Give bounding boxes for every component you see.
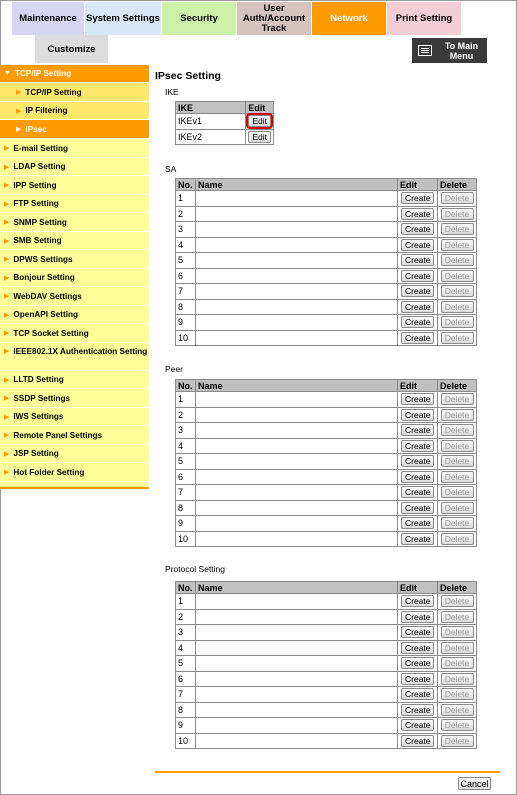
triangle-right-icon: ▶ (4, 293, 10, 300)
sidebar-item-iws-settings[interactable] (0, 408, 149, 426)
row-name (196, 687, 398, 703)
header-delete: Delete (438, 179, 477, 191)
triangle-right-icon: ▶ (4, 219, 10, 226)
create-button[interactable]: Create (401, 595, 434, 607)
triangle-right-icon: ▶ (4, 145, 10, 152)
row-number: 5 (176, 253, 196, 269)
sidebar-item-label: IEEE802.1X Authentication Setting (13, 347, 148, 356)
create-button[interactable]: Create (401, 486, 434, 498)
table-row (176, 222, 477, 238)
sidebar-item-ftp-setting[interactable] (0, 195, 149, 213)
table-row (176, 315, 477, 331)
ike-table (175, 101, 274, 145)
cancel-button[interactable]: Cancel (458, 777, 491, 790)
tab-print-setting[interactable]: Print Setting (387, 2, 462, 35)
delete-button[interactable]: Delete (441, 254, 474, 266)
triangle-right-icon: ▶ (4, 237, 10, 245)
header-no: No. (176, 179, 196, 191)
delete-button[interactable]: Delete (441, 517, 474, 529)
create-button[interactable]: Create (401, 440, 434, 452)
row-number: 9 (176, 516, 196, 532)
create-button[interactable]: Create (401, 192, 434, 204)
create-button[interactable]: Create (401, 455, 434, 467)
delete-button[interactable]: Delete (441, 316, 474, 328)
delete-button[interactable]: Delete (441, 673, 474, 685)
create-button[interactable]: Create (401, 270, 434, 282)
tab-network[interactable]: Network (312, 2, 387, 35)
row-number: 9 (176, 315, 196, 331)
table-row (176, 656, 477, 672)
create-button[interactable]: Create (401, 673, 434, 685)
sa-section-label: SA (165, 164, 177, 174)
delete-button[interactable]: Delete (441, 409, 474, 421)
tab-maintenance[interactable]: Maintenance (12, 2, 85, 35)
table-row (176, 516, 477, 532)
row-name (196, 330, 398, 346)
table-row (176, 284, 477, 300)
row-number: 1 (176, 594, 196, 610)
table-row (176, 531, 477, 547)
header-name: Name (196, 380, 398, 392)
table-row (176, 733, 477, 749)
sidebar (0, 65, 149, 489)
ike-name: IKEv2 (176, 129, 246, 145)
row-number: 2 (176, 206, 196, 222)
row-number: 7 (176, 284, 196, 300)
create-button[interactable]: Create (401, 533, 434, 545)
row-name (196, 609, 398, 625)
tab-system-settings[interactable]: System Settings (85, 2, 162, 35)
sidebar-item-label: LDAP Setting (13, 162, 66, 171)
table-row (176, 268, 477, 284)
ike-name: IKEv1 (176, 114, 246, 130)
row-number: 2 (176, 609, 196, 625)
create-button[interactable]: Create (401, 332, 434, 344)
sidebar-item-remote-panel-settings[interactable] (0, 426, 149, 445)
sidebar-item-hot-folder-setting[interactable] (0, 463, 149, 482)
row-number: 2 (176, 407, 196, 423)
delete-button[interactable]: Delete (441, 301, 474, 313)
create-button[interactable]: Create (401, 642, 434, 654)
row-name (196, 469, 398, 485)
header-no: No. (176, 582, 196, 594)
tab-user-auth-account-track[interactable]: User Auth/Account Track (237, 2, 312, 35)
table-row (176, 438, 477, 454)
create-button[interactable]: Create (401, 208, 434, 220)
delete-button[interactable]: Delete (441, 704, 474, 716)
create-button[interactable]: Create (401, 735, 434, 747)
sa-table (175, 178, 477, 346)
header-delete: Delete (438, 380, 477, 392)
ike-section-label: IKE (165, 87, 179, 97)
to-main-menu-label: To Main Menu (444, 40, 479, 61)
sidebar-subitem-ipsec[interactable] (0, 120, 149, 139)
sidebar-item-label: LLTD Setting (13, 375, 64, 384)
table-row (176, 253, 477, 269)
sidebar-item-tcpip-setting[interactable] (0, 65, 149, 83)
table-row (176, 718, 477, 734)
row-name (196, 702, 398, 718)
create-button[interactable]: Create (401, 316, 434, 328)
sidebar-item-label: IP Filtering (25, 106, 68, 115)
ikev1-edit-button[interactable]: Edit (248, 115, 271, 127)
sidebar-item-label: JSP Setting (13, 449, 59, 458)
delete-button[interactable]: Delete (441, 471, 474, 483)
row-number: 6 (176, 671, 196, 687)
header-delete: Delete (438, 582, 477, 594)
table-row (176, 687, 477, 703)
create-button[interactable]: Create (401, 657, 434, 669)
sidebar-item-label: OpenAPI Setting (13, 310, 78, 319)
row-name (196, 268, 398, 284)
table-row (176, 625, 477, 641)
sidebar-item-label: E-mail Setting (13, 143, 68, 153)
row-name (196, 392, 398, 408)
table-row (176, 485, 477, 501)
sidebar-item-email-setting[interactable] (0, 139, 149, 158)
triangle-right-icon: ▶ (4, 274, 10, 282)
create-button[interactable]: Create (401, 393, 434, 405)
table-row (176, 191, 477, 207)
triangle-right-icon: ▶ (4, 413, 10, 421)
row-number: 3 (176, 625, 196, 641)
sidebar-item-label: IWS Settings (13, 412, 64, 421)
triangle-right-icon: ▶ (4, 163, 10, 171)
row-name (196, 407, 398, 423)
table-row (176, 392, 477, 408)
row-name (196, 206, 398, 222)
row-name (196, 284, 398, 300)
menu-list-icon (418, 45, 432, 56)
row-number: 8 (176, 500, 196, 516)
row-number: 8 (176, 299, 196, 315)
sidebar-item-ieee8021x-authentication-setting[interactable] (0, 343, 149, 371)
delete-button[interactable]: Delete (441, 393, 474, 405)
row-number: 4 (176, 438, 196, 454)
sidebar-item-tcp-socket-setting[interactable] (0, 324, 149, 343)
row-name (196, 438, 398, 454)
delete-button[interactable]: Delete (441, 735, 474, 747)
table-row (176, 702, 477, 718)
sidebar-item-smb-setting[interactable] (0, 232, 149, 250)
triangle-right-icon: ▶ (4, 182, 10, 189)
triangle-right-icon: ▶ (4, 256, 10, 263)
create-button[interactable]: Create (401, 502, 434, 514)
header-edit: Edit (398, 582, 438, 594)
header-edit: Edit (398, 179, 438, 191)
delete-button[interactable]: Delete (441, 657, 474, 669)
delete-button[interactable]: Delete (441, 223, 474, 235)
create-button[interactable]: Create (401, 409, 434, 421)
row-name (196, 671, 398, 687)
triangle-right-icon: ▶ (16, 89, 22, 96)
row-number: 6 (176, 469, 196, 485)
table-row (176, 237, 477, 253)
delete-button[interactable]: Delete (441, 440, 474, 452)
row-number: 5 (176, 454, 196, 470)
row-name (196, 299, 398, 315)
delete-button[interactable]: Delete (441, 502, 474, 514)
row-number: 7 (176, 485, 196, 501)
sidebar-item-webdav-settings[interactable] (0, 287, 149, 306)
triangle-down-icon: ▼ (4, 70, 11, 77)
sidebar-item-label: FTP Setting (13, 199, 59, 208)
delete-button[interactable]: Delete (441, 688, 474, 700)
row-number: 10 (176, 733, 196, 749)
row-name (196, 531, 398, 547)
table-row (176, 594, 477, 610)
row-name (196, 315, 398, 331)
ikev2-edit-button[interactable]: Edit (248, 131, 271, 143)
sidebar-item-label: IPsec (25, 124, 47, 134)
row-number: 3 (176, 423, 196, 439)
delete-button[interactable]: Delete (441, 626, 474, 638)
triangle-right-icon: ▶ (4, 311, 10, 319)
sidebar-item-label: TCP/IP Setting (14, 69, 72, 78)
create-button[interactable]: Create (401, 704, 434, 716)
table-row (176, 500, 477, 516)
table-row (176, 609, 477, 625)
row-name (196, 423, 398, 439)
delete-button[interactable]: Delete (441, 533, 474, 545)
row-number: 7 (176, 687, 196, 703)
row-name (196, 656, 398, 672)
row-name (196, 625, 398, 641)
tab-customize[interactable]: Customize (35, 35, 108, 63)
sidebar-item-ssdp-settings[interactable] (0, 389, 149, 408)
delete-button[interactable]: Delete (441, 486, 474, 498)
sidebar-item-lltd-setting[interactable] (0, 371, 149, 389)
row-number: 10 (176, 330, 196, 346)
delete-button[interactable]: Delete (441, 208, 474, 220)
triangle-right-icon: ▶ (4, 376, 10, 384)
protocol-setting-table (175, 581, 477, 749)
sidebar-subitem-ip-filtering[interactable] (0, 102, 149, 120)
delete-button[interactable]: Delete (441, 642, 474, 654)
delete-button[interactable]: Delete (441, 270, 474, 282)
row-name (196, 733, 398, 749)
delete-button[interactable]: Delete (441, 285, 474, 297)
delete-button[interactable]: Delete (441, 192, 474, 204)
row-name (196, 640, 398, 656)
triangle-right-icon: ▶ (4, 200, 10, 208)
sidebar-item-jsp-setting[interactable] (0, 445, 149, 463)
table-row (176, 330, 477, 346)
table-row (176, 114, 274, 130)
triangle-right-icon: ▶ (4, 469, 10, 476)
row-name (196, 718, 398, 734)
create-button[interactable]: Create (401, 688, 434, 700)
to-main-menu-button[interactable] (412, 38, 487, 63)
table-row (176, 299, 477, 315)
row-name (196, 594, 398, 610)
sidebar-item-ipp-setting[interactable] (0, 176, 149, 195)
create-button[interactable]: Create (401, 626, 434, 638)
triangle-right-icon: ▶ (4, 395, 10, 402)
sidebar-item-label: DPWS Settings (13, 254, 73, 264)
delete-button[interactable]: Delete (441, 455, 474, 467)
delete-button[interactable]: Delete (441, 239, 474, 251)
create-button[interactable]: Create (401, 611, 434, 623)
sidebar-item-openapi-setting[interactable] (0, 306, 149, 324)
create-button[interactable]: Create (401, 719, 434, 731)
ike-header-edit: Edit (246, 102, 274, 114)
delete-button[interactable]: Delete (441, 595, 474, 607)
triangle-right-icon: ▶ (16, 126, 22, 133)
sidebar-item-label: TCP/IP Setting (25, 87, 82, 97)
page-title: IPsec Setting (155, 70, 221, 82)
triangle-right-icon: ▶ (4, 432, 10, 439)
row-number: 4 (176, 237, 196, 253)
header-name: Name (196, 179, 398, 191)
sidebar-subitem-tcpip-setting[interactable] (0, 83, 149, 102)
table-row (176, 129, 274, 145)
table-row (176, 640, 477, 656)
create-button[interactable]: Create (401, 424, 434, 436)
peer-table (175, 379, 477, 547)
delete-button[interactable]: Delete (441, 332, 474, 344)
table-row (176, 454, 477, 470)
sidebar-item-label: SMB Setting (13, 236, 62, 245)
create-button[interactable]: Create (401, 254, 434, 266)
header-no: No. (176, 380, 196, 392)
peer-section-label: Peer (165, 364, 183, 374)
protocol-section-label: Protocol Setting (165, 564, 226, 574)
create-button[interactable]: Create (401, 223, 434, 235)
row-number: 3 (176, 222, 196, 238)
table-row (176, 407, 477, 423)
row-number: 1 (176, 191, 196, 207)
row-number: 8 (176, 702, 196, 718)
row-number: 9 (176, 718, 196, 734)
row-name (196, 253, 398, 269)
row-number: 1 (176, 392, 196, 408)
row-name (196, 516, 398, 532)
sidebar-item-label: IPP Setting (13, 180, 57, 190)
sidebar-item-ldap-setting[interactable] (0, 158, 149, 176)
header-edit: Edit (398, 380, 438, 392)
row-name (196, 454, 398, 470)
row-number: 5 (176, 656, 196, 672)
sidebar-item-label: Hot Folder Setting (13, 467, 85, 477)
divider (155, 771, 500, 773)
create-button[interactable]: Create (401, 239, 434, 251)
create-button[interactable]: Create (401, 517, 434, 529)
triangle-right-icon: ▶ (4, 348, 10, 355)
row-name (196, 191, 398, 207)
ike-header-ike: IKE (176, 102, 246, 114)
sidebar-item-label: TCP Socket Setting (13, 328, 89, 338)
tab-security[interactable]: Security (162, 2, 237, 35)
row-number: 10 (176, 531, 196, 547)
header-name: Name (196, 582, 398, 594)
row-number: 6 (176, 268, 196, 284)
sidebar-item-label: WebDAV Settings (13, 291, 82, 301)
delete-button[interactable]: Delete (441, 611, 474, 623)
sidebar-item-label: Remote Panel Settings (13, 430, 103, 440)
row-number: 4 (176, 640, 196, 656)
sidebar-item-label: SSDP Settings (13, 393, 71, 403)
create-button[interactable]: Create (401, 471, 434, 483)
row-name (196, 500, 398, 516)
sidebar-item-snmp-setting[interactable] (0, 213, 149, 232)
triangle-right-icon: ▶ (4, 330, 10, 337)
sub-tabs (12, 35, 487, 64)
table-row (176, 469, 477, 485)
triangle-right-icon: ▶ (16, 107, 22, 115)
sidebar-item-bonjour-setting[interactable] (0, 269, 149, 287)
row-name (196, 237, 398, 253)
sidebar-item-label: Bonjour Setting (13, 273, 75, 282)
table-row (176, 671, 477, 687)
triangle-right-icon: ▶ (4, 450, 10, 458)
main-tabs (12, 2, 462, 35)
table-row (176, 206, 477, 222)
create-button[interactable]: Create (401, 301, 434, 313)
sidebar-item-label: SNMP Setting (13, 217, 67, 227)
delete-button[interactable]: Delete (441, 719, 474, 731)
row-name (196, 485, 398, 501)
delete-button[interactable]: Delete (441, 424, 474, 436)
row-name (196, 222, 398, 238)
create-button[interactable]: Create (401, 285, 434, 297)
sidebar-item-dpws-settings[interactable] (0, 250, 149, 269)
table-row (176, 423, 477, 439)
